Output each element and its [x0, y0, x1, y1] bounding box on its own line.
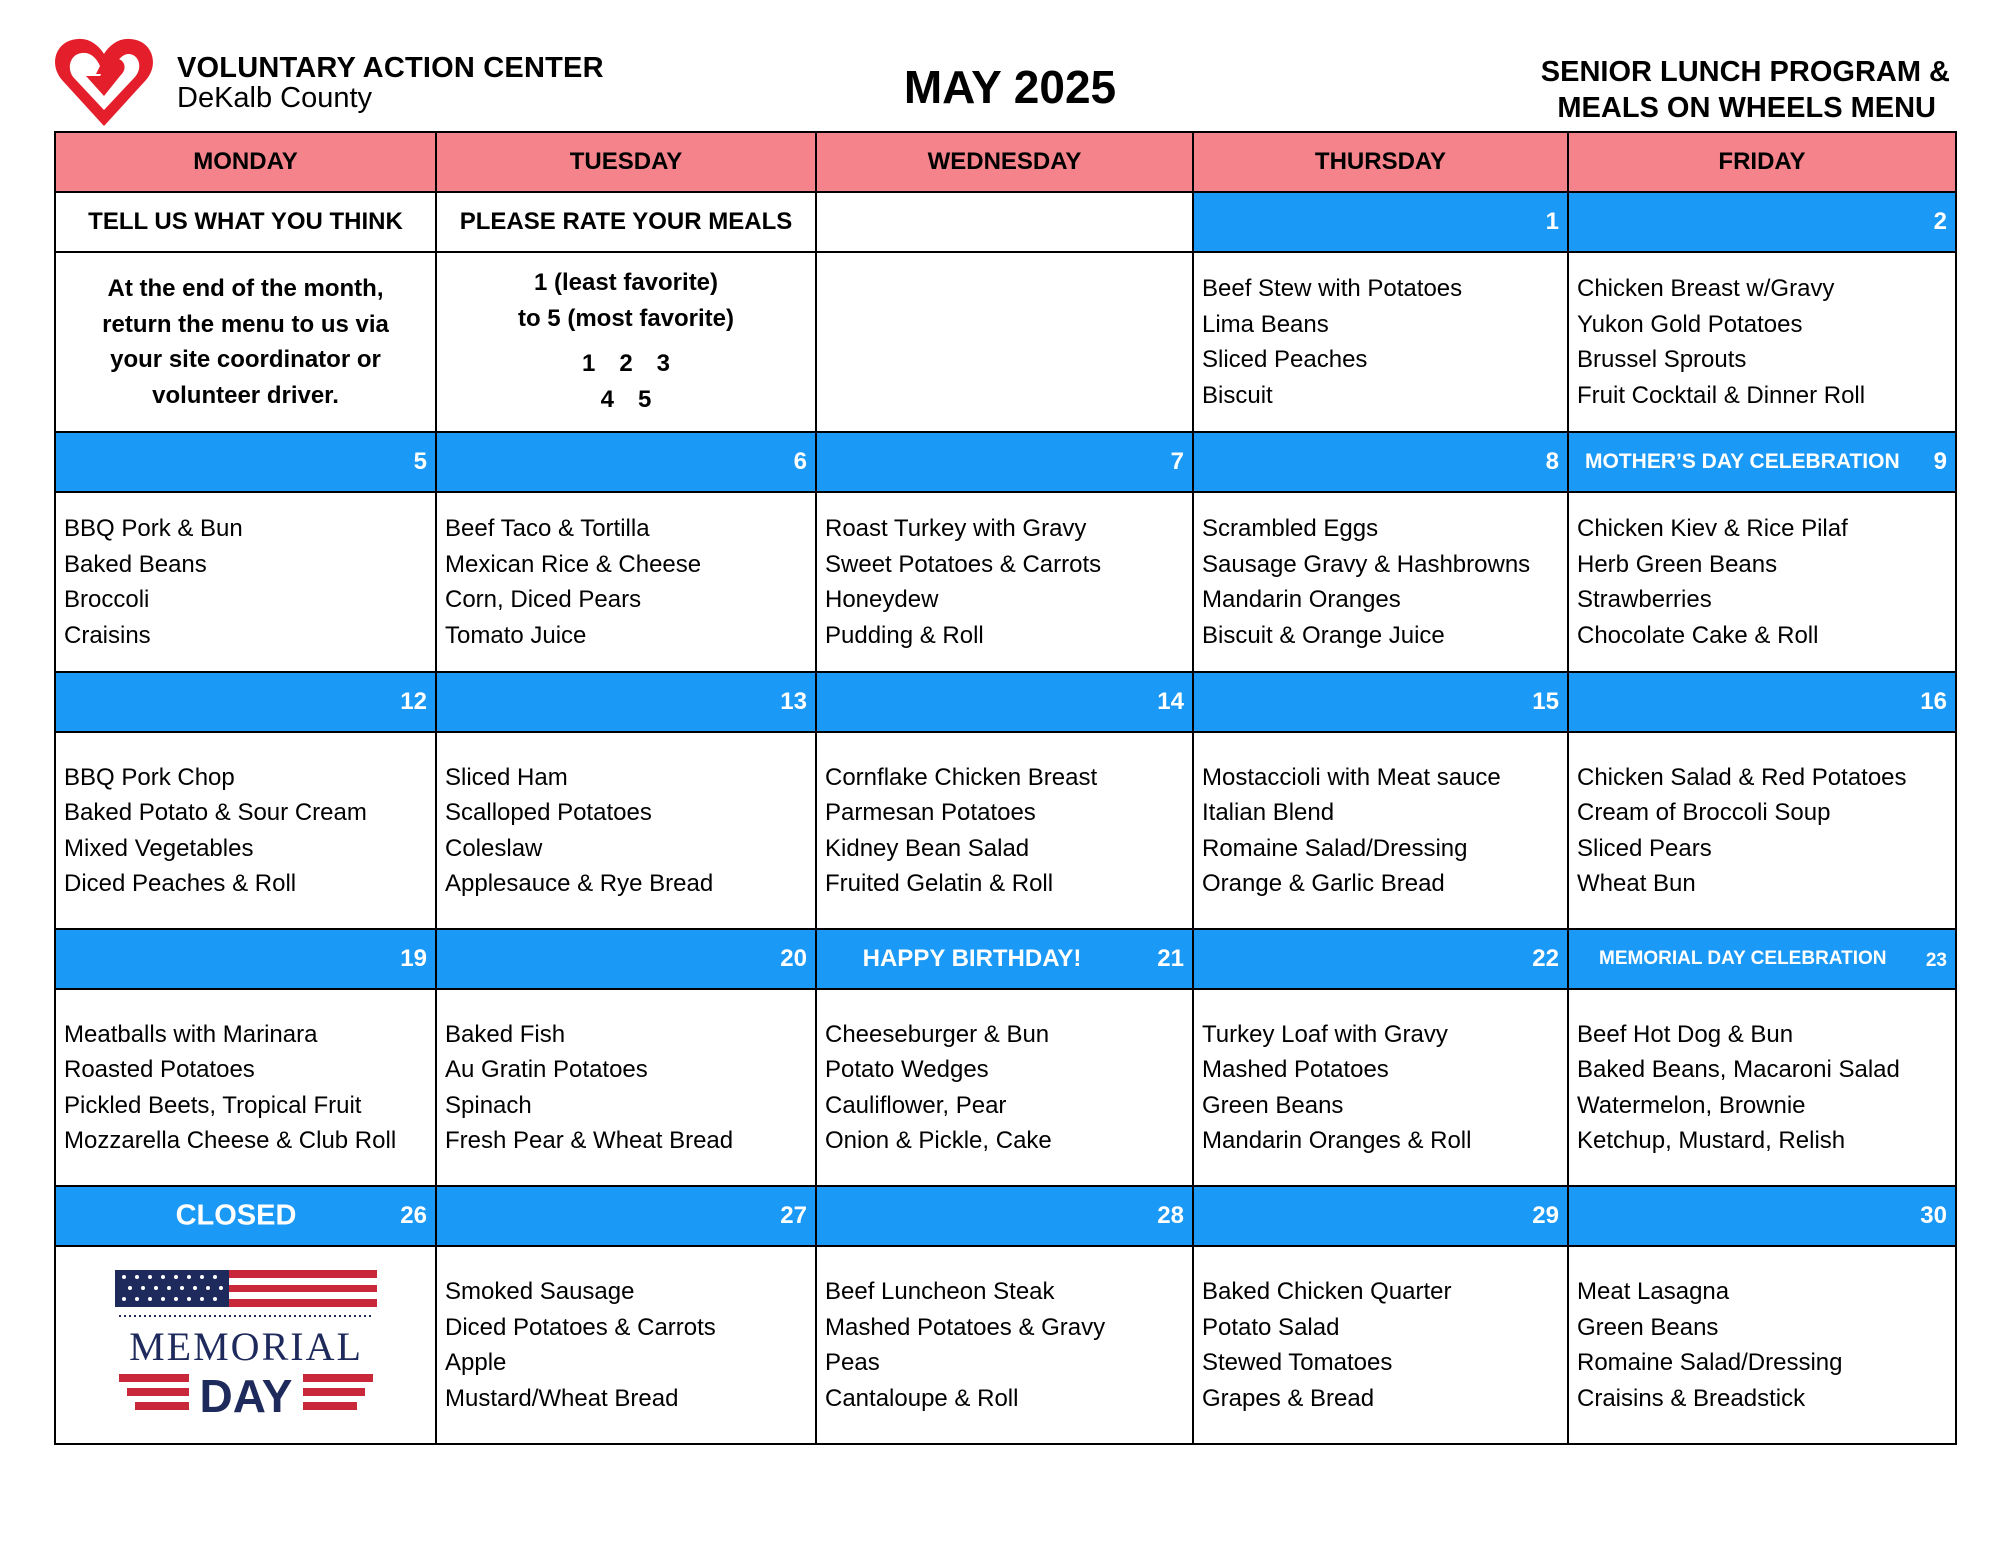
menu-item: Yukon Gold Potatoes [1577, 310, 1803, 338]
menu-cell [1568, 492, 1956, 672]
date-number: 21 [1157, 945, 1184, 972]
instruction-line: volunteer driver. [152, 381, 339, 409]
menu-item: Chicken Kiev & Rice Pilaf [1577, 515, 1848, 542]
date-number: 6 [793, 448, 807, 475]
week-3-menu-row [55, 732, 1956, 929]
org-name: VOLUNTARY ACTION CENTER [177, 52, 604, 84]
menu-item: BBQ Pork & Bun [64, 515, 243, 542]
menu-item: Strawberries [1577, 586, 1712, 613]
menu-item: Sweet Potatoes & Carrots [825, 550, 1102, 578]
menu-item: Sausage Gravy & Hashbrowns [1202, 550, 1531, 578]
date-number: 26 [400, 1202, 427, 1229]
menu-item: Romaine Salad/Dressing [1577, 1349, 1843, 1376]
week-1-date-row [55, 192, 1956, 252]
date-cell [1568, 192, 1956, 252]
menu-cell [1193, 252, 1568, 432]
date-cell [1568, 432, 1956, 492]
menu-item: Craisins [64, 621, 151, 649]
month-title: MAY 2025 [903, 61, 1117, 113]
menu-item: Potato Salad [1202, 1313, 1340, 1341]
menu-calendar [54, 131, 1957, 1445]
date-number: 16 [1920, 688, 1947, 715]
instruction-line: your site coordinator or [110, 346, 381, 373]
menu-item: Baked Potato & Sour Cream [64, 799, 367, 826]
menu-item: Grapes & Bread [1202, 1384, 1375, 1412]
day-header-tuesday: TUESDAY [436, 132, 816, 192]
date-number: 22 [1532, 945, 1559, 972]
menu-cell [1193, 1246, 1568, 1444]
date-number: 23 [1925, 950, 1947, 971]
date-number: 20 [780, 945, 807, 972]
menu-item: Baked Fish [445, 1020, 566, 1048]
menu-item: Fruit Cocktail & Dinner Roll [1577, 381, 1866, 409]
menu-item: Pudding & Roll [825, 621, 984, 649]
menu-item: Turkey Loaf with Gravy [1202, 1020, 1448, 1048]
date-number: 13 [780, 688, 807, 715]
menu-item: Baked Chicken Quarter [1202, 1278, 1452, 1305]
menu-item: Chicken Salad & Red Potatoes [1577, 763, 1907, 791]
empty-cell [816, 252, 1193, 432]
menu-item: Honeydew [825, 586, 939, 613]
feedback-title: TELL US WHAT YOU THINK [55, 192, 436, 252]
menu-item: Biscuit [1202, 381, 1273, 409]
date-cell [1568, 929, 1956, 989]
menu-item: Coleslaw [445, 834, 543, 862]
date-cell [1568, 1186, 1956, 1246]
date-number: 29 [1532, 1202, 1559, 1229]
menu-item: Chocolate Cake & Roll [1577, 621, 1819, 649]
menu-cell [816, 492, 1193, 672]
date-cell [1193, 432, 1568, 492]
week-5-date-row [55, 1186, 1956, 1246]
menu-item: Meatballs with Marinara [64, 1020, 318, 1048]
menu-item: Ketchup, Mustard, Relish [1577, 1127, 1846, 1154]
rating-scale [436, 252, 816, 432]
menu-item: Beef Stew with Potatoes [1202, 275, 1463, 302]
menu-item: BBQ Pork Chop [64, 763, 235, 791]
date-cell [1193, 192, 1568, 252]
date-number: 9 [1933, 448, 1947, 475]
program-title-line2: MEALS ON WHEELS MENU [1557, 92, 1936, 124]
menu-item: Peas [825, 1349, 880, 1376]
menu-item: Wheat Bun [1577, 870, 1696, 897]
menu-item: Mashed Potatoes & Gravy [825, 1313, 1106, 1341]
menu-item: Applesauce & Rye Bread [445, 870, 714, 897]
menu-item: Parmesan Potatoes [825, 799, 1036, 826]
date-cell [55, 929, 436, 989]
empty-cell [816, 192, 1193, 252]
date-cell [816, 672, 1193, 732]
date-cell [1568, 672, 1956, 732]
menu-item: Smoked Sausage [445, 1278, 635, 1305]
menu-item: Biscuit & Orange Juice [1202, 621, 1445, 649]
menu-item: Italian Blend [1202, 799, 1335, 826]
menu-cell [55, 732, 436, 929]
instruction-line: At the end of the month, [107, 275, 384, 302]
rating-numbers [437, 346, 815, 418]
menu-cell [1568, 252, 1956, 432]
weekday-header-row [55, 132, 1956, 192]
menu-item: Watermelon, Brownie [1577, 1091, 1806, 1119]
date-number: 30 [1920, 1202, 1947, 1229]
menu-item: Mandarin Oranges & Roll [1202, 1127, 1472, 1154]
menu-cell [1568, 732, 1956, 929]
event-label-mothers-day: MOTHER’S DAY CELEBRATION [1585, 450, 1900, 473]
menu-item: Diced Potatoes & Carrots [445, 1313, 716, 1341]
date-cell [1193, 1186, 1568, 1246]
menu-item: Spinach [445, 1091, 532, 1119]
week-1-menu-row [55, 252, 1956, 432]
menu-item: Fruited Gelatin & Roll [825, 870, 1054, 897]
menu-item: Lima Beans [1202, 310, 1329, 338]
date-cell [816, 1186, 1193, 1246]
rating-scale-line: 1 (least favorite) [533, 269, 719, 296]
date-number: 28 [1157, 1202, 1184, 1229]
menu-item: Orange & Garlic Bread [1202, 870, 1445, 897]
menu-item: Mashed Potatoes [1202, 1056, 1389, 1083]
menu-cell [1568, 989, 1956, 1186]
menu-item: Mandarin Oranges [1202, 586, 1401, 613]
date-number: 15 [1532, 688, 1559, 715]
week-5-menu-row [55, 1246, 1956, 1444]
menu-cell [55, 492, 436, 672]
date-number: 12 [400, 688, 427, 715]
menu-cell [816, 732, 1193, 929]
menu-item: Brussel Sprouts [1577, 346, 1747, 373]
rating-scale-line: to 5 (most favorite) [517, 304, 735, 332]
rating-option[interactable]: 5 [638, 386, 652, 413]
menu-item: Scrambled Eggs [1202, 515, 1379, 542]
memorial-day-flag-icon [115, 1270, 377, 1420]
menu-item: Mixed Vegetables [64, 834, 254, 862]
menu-item: Beef Taco & Tortilla [445, 515, 650, 542]
date-cell [816, 929, 1193, 989]
menu-item: Mustard/Wheat Bread [445, 1384, 679, 1412]
date-cell [1193, 672, 1568, 732]
menu-item: Green Beans [1577, 1313, 1719, 1341]
rating-option[interactable]: 4 [600, 386, 614, 413]
date-cell [816, 432, 1193, 492]
event-label-birthday: HAPPY BIRTHDAY! [862, 945, 1082, 972]
date-number: 8 [1545, 448, 1559, 475]
instruction-line: return the menu to us via [102, 310, 389, 338]
menu-cell [436, 989, 816, 1186]
menu-item: Mexican Rice & Cheese [445, 550, 702, 578]
menu-item: Cream of Broccoli Soup [1577, 799, 1831, 826]
menu-item: Green Beans [1202, 1091, 1344, 1119]
feedback-instructions [55, 252, 436, 432]
menu-item: Baked Beans [64, 550, 207, 578]
menu-cell [55, 989, 436, 1186]
date-number: 1 [1545, 208, 1559, 235]
menu-item: Diced Peaches & Roll [64, 870, 297, 897]
date-number: 27 [780, 1202, 807, 1229]
menu-cell [436, 492, 816, 672]
date-cell [436, 1186, 816, 1246]
date-number: 14 [1157, 688, 1184, 715]
week-2-menu-row [55, 492, 1956, 672]
memorial-graphic-text-2: DAY [199, 1370, 292, 1420]
menu-item: Craisins & Breadstick [1577, 1384, 1806, 1412]
menu-item: Fresh Pear & Wheat Bread [445, 1127, 734, 1154]
date-number: 19 [400, 945, 427, 972]
menu-item: Onion & Pickle, Cake [825, 1127, 1052, 1154]
rating-option[interactable]: 1 [581, 350, 596, 377]
day-header-friday: FRIDAY [1568, 132, 1956, 192]
menu-item: Cornflake Chicken Breast [825, 763, 1098, 791]
program-title-line1: SENIOR LUNCH PROGRAM & [1540, 56, 1950, 88]
menu-item: Beef Luncheon Steak [825, 1278, 1055, 1305]
menu-item: Sliced Pears [1577, 834, 1712, 862]
menu-item: Chicken Breast w/Gravy [1577, 275, 1835, 302]
menu-cell [436, 732, 816, 929]
date-cell [55, 432, 436, 492]
menu-item: Cheeseburger & Bun [825, 1020, 1050, 1048]
day-header-monday: MONDAY [55, 132, 436, 192]
menu-item: Broccoli [64, 586, 150, 613]
day-header-thursday: THURSDAY [1193, 132, 1568, 192]
rate-title: PLEASE RATE YOUR MEALS [436, 192, 816, 252]
date-number: 2 [1933, 208, 1947, 235]
date-cell [436, 432, 816, 492]
menu-cell [1193, 732, 1568, 929]
week-2-date-row [55, 432, 1956, 492]
menu-item: Kidney Bean Salad [825, 834, 1030, 862]
menu-item: Au Gratin Potatoes [445, 1056, 648, 1083]
menu-item: Mostaccioli with Meat sauce [1202, 763, 1501, 791]
week-4-menu-row [55, 989, 1956, 1186]
program-title [1430, 54, 1950, 126]
menu-item: Baked Beans, Macaroni Salad [1577, 1056, 1900, 1083]
menu-item: Potato Wedges [825, 1056, 989, 1083]
menu-item: Corn, Diced Pears [445, 586, 642, 613]
menu-item: Meat Lasagna [1577, 1278, 1730, 1305]
menu-item: Pickled Beets, Tropical Fruit [64, 1091, 362, 1119]
menu-cell [816, 1246, 1193, 1444]
week-4-date-row [55, 929, 1956, 989]
memorial-graphic-text-1: MEMORIAL [128, 1324, 363, 1369]
menu-item: Tomato Juice [445, 621, 587, 649]
menu-item: Romaine Salad/Dressing [1202, 834, 1468, 862]
menu-cell [1193, 492, 1568, 672]
day-header-wednesday: WEDNESDAY [816, 132, 1193, 192]
menu-item: Apple [445, 1349, 507, 1376]
date-number: 7 [1170, 448, 1184, 475]
date-cell [1193, 929, 1568, 989]
menu-cell [1193, 989, 1568, 1186]
menu-item: Roasted Potatoes [64, 1056, 255, 1083]
menu-cell [1568, 1246, 1956, 1444]
menu-item: Mozzarella Cheese & Club Roll [64, 1127, 397, 1154]
menu-item: Cantaloupe & Roll [825, 1384, 1019, 1412]
menu-item: Roast Turkey with Gravy [825, 515, 1087, 542]
rating-option[interactable]: 2 [619, 350, 633, 377]
menu-cell [436, 1246, 816, 1444]
menu-cell [816, 989, 1193, 1186]
heart-logo-icon [54, 34, 154, 130]
memorial-day-cell [55, 1246, 436, 1444]
menu-item: Stewed Tomatoes [1202, 1349, 1393, 1376]
date-cell [436, 929, 816, 989]
menu-item: Scalloped Potatoes [445, 799, 652, 826]
menu-item: Sliced Peaches [1202, 346, 1368, 373]
event-label-closed: CLOSED [175, 1199, 297, 1232]
menu-item: Sliced Ham [445, 763, 568, 791]
week-3-date-row [55, 672, 1956, 732]
org-county: DeKalb County [177, 82, 373, 114]
date-cell [55, 1186, 436, 1246]
date-number: 5 [413, 448, 427, 475]
menu-item: Cauliflower, Pear [825, 1091, 1007, 1119]
date-cell [55, 672, 436, 732]
rating-option[interactable]: 3 [656, 350, 671, 377]
menu-item: Beef Hot Dog & Bun [1577, 1020, 1794, 1048]
menu-item: Herb Green Beans [1577, 550, 1778, 578]
date-cell [436, 672, 816, 732]
event-label-memorial-day: MEMORIAL DAY CELEBRATION [1599, 948, 1887, 969]
